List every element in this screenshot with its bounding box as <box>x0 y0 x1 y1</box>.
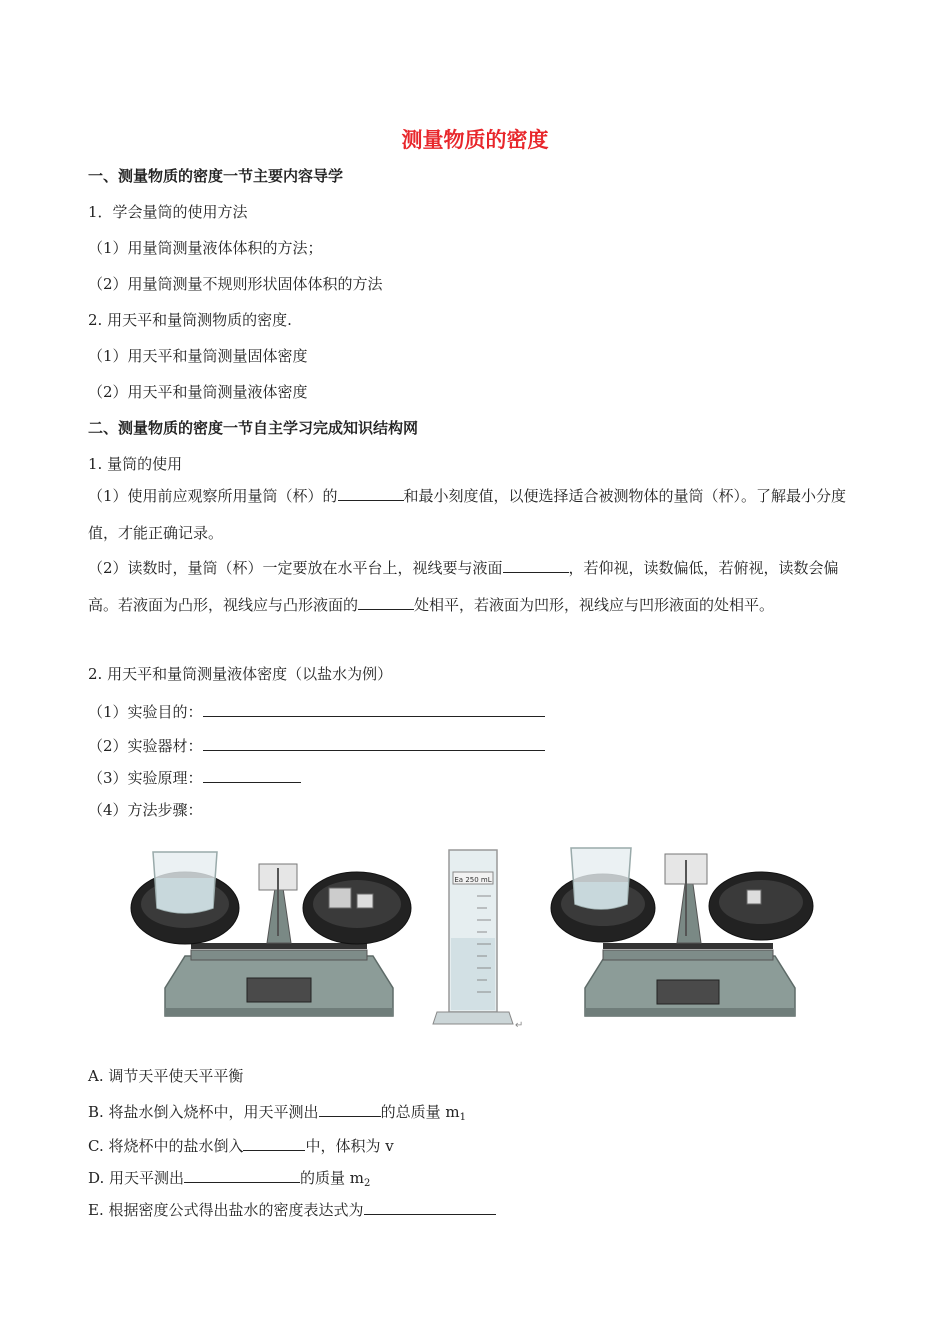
s2-p2-purpose: （1）实验目的： <box>88 700 545 722</box>
step-b: B. 将盐水倒入烧杯中，用天平测出 的总质量 $m_1$ <box>88 1100 466 1128</box>
s2-p2-principle: （3）实验原理： <box>88 766 301 788</box>
s2-p1-b: （2）读数时，量筒（杯）一定要放在水平台上，视线要与液面 ，若仰视，读数偏低，若俯视，读数会偏高。若液面为凸形，视线应与凸形液面的 处相平，若液面为凹形，视线应与凹形液面的处相平。 <box>88 550 868 624</box>
blank-purpose[interactable] <box>203 700 545 717</box>
blank-equipment[interactable] <box>203 734 545 751</box>
step-d: D. 用天平测出 的质量 $m_2$ <box>88 1166 370 1194</box>
cylinder-label: Ea 250 mL <box>454 876 492 884</box>
step-c: C. 将烧杯中的盐水倒入 中，体积为 v <box>88 1134 394 1156</box>
return-mark-icon: ↵ <box>515 1020 524 1031</box>
blank-convex[interactable] <box>358 593 414 610</box>
blank-level[interactable] <box>503 556 569 573</box>
blank-b[interactable] <box>319 1100 381 1117</box>
s1-item-5: （1）用天平和量筒测量固体密度 <box>88 347 308 365</box>
balance-right <box>551 848 813 1016</box>
s1-item-2: （1）用量筒测量液体体积的方法； <box>88 239 323 257</box>
section2-heading: 二、测量物质的密度一节自主学习完成知识结构网 <box>88 419 419 437</box>
s2-p2-steps: （4）方法步骤： <box>88 801 203 819</box>
s2-p1-title: 1. 量筒的使用 <box>88 455 183 473</box>
balance-left <box>131 852 411 1016</box>
s1-item-3: （2）用量筒测量不规则形状固体体积的方法 <box>88 275 383 293</box>
s2-p2-title: 2. 用天平和量筒测量液体密度（以盐水为例） <box>88 665 393 683</box>
measuring-cylinder <box>433 850 513 1024</box>
step-e: E. 根据密度公式得出盐水的密度表达式为 <box>88 1198 496 1220</box>
s1-item-4: 2. 用天平和量筒测物质的密度. <box>88 311 292 329</box>
blank-e[interactable] <box>364 1198 496 1215</box>
section1-heading: 一、测量物质的密度一节主要内容导学 <box>88 167 344 185</box>
blank-range[interactable] <box>338 484 404 501</box>
s2-p1-a: （1）使用前应观察所用量筒（杯）的 和最小刻度值，以便选择适合被测物体的量筒（杯）。了解最小分度值，才能正确记录。 <box>88 478 868 552</box>
s1-item-1: 1．学会量筒的使用方法 <box>88 203 248 221</box>
page-title: 测量物质的密度 <box>401 128 549 152</box>
experiment-figure <box>125 838 815 1038</box>
s1-item-6: （2）用天平和量筒测量液体密度 <box>88 383 308 401</box>
blank-principle[interactable] <box>203 766 301 783</box>
blank-c[interactable] <box>243 1134 305 1151</box>
blank-d[interactable] <box>184 1166 300 1183</box>
step-a: A. 调节天平使天平平衡 <box>88 1067 244 1085</box>
s2-p2-equipment: （2）实验器材： <box>88 734 545 756</box>
